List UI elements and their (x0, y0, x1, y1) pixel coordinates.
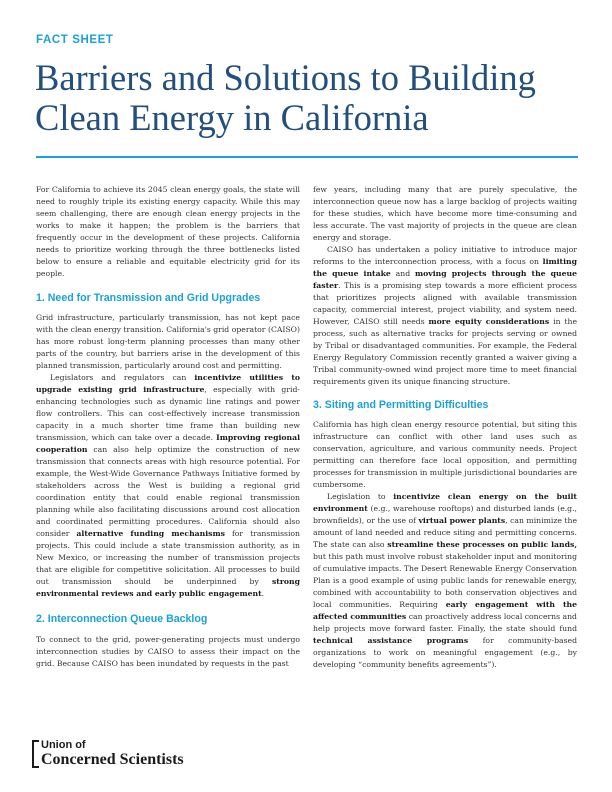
section-1-paragraph-1: Grid infrastructure, particularly transmission, has not kept pace with the clean energy transition. California's grid operator (CAISO) has more robust long-term planning processes than many other parts of the country, but barriers arise in the development of this planned transmission, particularly around cost and permitting. (36, 313, 300, 370)
organization-logo (32, 740, 184, 768)
section-3-paragraph-2: Legislation to incentivize clean energy on the built environment (e.g., warehouse rooftops) and disturbed lands (e.g., brownfields), or the use of virtual power plants, can minimize the amount of land needed and reduce siting and permitting concerns. The state can also streamline these processes on public lands, but this path must involve robust stakeholder input and monitoring of cumulative impacts. The Desert Renewable Energy Conservation Plan is a good example of using public lands for renewable energy, combined with accountability to both conservation objectives and local communities. Requiring early engagement with the affected communities can proactively address local concerns and help projects move forward faster. Finally, the state should fund technical assistance programs for community-based organizations to work on meaningful engagement (e.g., by developing “community benefits agreements”). (313, 492, 578, 669)
section-2-paragraph-1: To connect to the grid, power-generating projects must undergo interconnection studies by CAISO to assess their impact on the grid. Because CAISO has been inundated by requests in the past (36, 635, 300, 668)
logo-bracket (32, 740, 39, 768)
document-label: FACT SHEET (36, 34, 114, 46)
page-title: Barriers and Solutions to Building Clean Energy in California (35, 57, 536, 138)
logo-line-1: Union of (41, 739, 86, 751)
section-3-heading: 3. Siting and Permitting Difficulties (313, 399, 489, 411)
section-2-heading: 2. Interconnection Queue Backlog (36, 613, 208, 625)
section-2-paragraph-2: CAISO has undertaken a policy initiative to introduce major reforms to the interconnection process, with a focus on limiting the queue intake and moving projects through the queue faster. This is a promising step towards a more efficient process that prioritizes projects aligned with available transmission capacity, commercial interest, project viability, and system need. However, CAISO still needs more equity considerations in the process, such as alternative tracks for projects serving or owned by Tribal or disadvantaged communities. For example, the Federal Energy Regulatory Commission recently granted a waiver giving a Tribal community-owned wind project more time to meet financial requirements given its unique financing structure. (313, 245, 578, 386)
left-column (36, 184, 300, 670)
section-2-paragraph-1-continued: few years, including many that are purely speculative, the interconnection queue now has a large backlog of projects waiting for these studies, which have become more time-consuming and less accurate. The vast majority of projects in the queue are clean energy and storage. (313, 185, 577, 242)
title-divider (36, 156, 578, 158)
intro-paragraph: For California to achieve its 2045 clean energy goals, the state will need to roughly triple its existing energy capacity. While this may seem challenging, there are enough clean energy projects in the works to make it happen; the problem is the barriers that frequently occur in the development of these projects. California needs to prioritize working through the three bottlenecks listed below to ensure a reliable and equitable electricity grid for its people. (36, 185, 300, 278)
section-1-paragraph-2: Legislators and regulators can incentivize utilities to upgrade existing grid infrastructure, especially with grid-enhancing technologies such as dynamic line ratings and power flow controllers. This can cost-effectively increase transmission capacity in a much shorter time frame than building new transmission, which can take over a decade. Improving regional cooperation can also help optimize the construction of new transmission that connects areas with high resource potential. For example, the West-Wide Governance Pathways Initiative formed by stakeholders across the West is building a regional grid coordination entity that could enable regional transmission planning while also facilitating discussions around cost allocation and coordinated permitting procedures. California should also consider alternative funding mechanisms for transmission projects. This could include a state transmission authority, as in New Mexico, or increasing the number of transmission projects that are eligible for competitive solicitation. All processes to build out transmission should be underpinned by strong environmental reviews and early public engagement. (36, 373, 300, 598)
section-1-heading: 1. Need for Transmission and Grid Upgrades (36, 292, 261, 304)
logo-line-2: Concerned Scientists (41, 751, 184, 768)
section-3-paragraph-1: California has high clean energy resource potential, but siting this infrastructure can conflict with other land uses such as conservation, agriculture, and various community needs. Project permitting can therefore face local opposition, and permitting processes for transmission in multiple jurisdictional boundaries are cumbersome. (313, 420, 577, 489)
right-column (313, 184, 577, 671)
